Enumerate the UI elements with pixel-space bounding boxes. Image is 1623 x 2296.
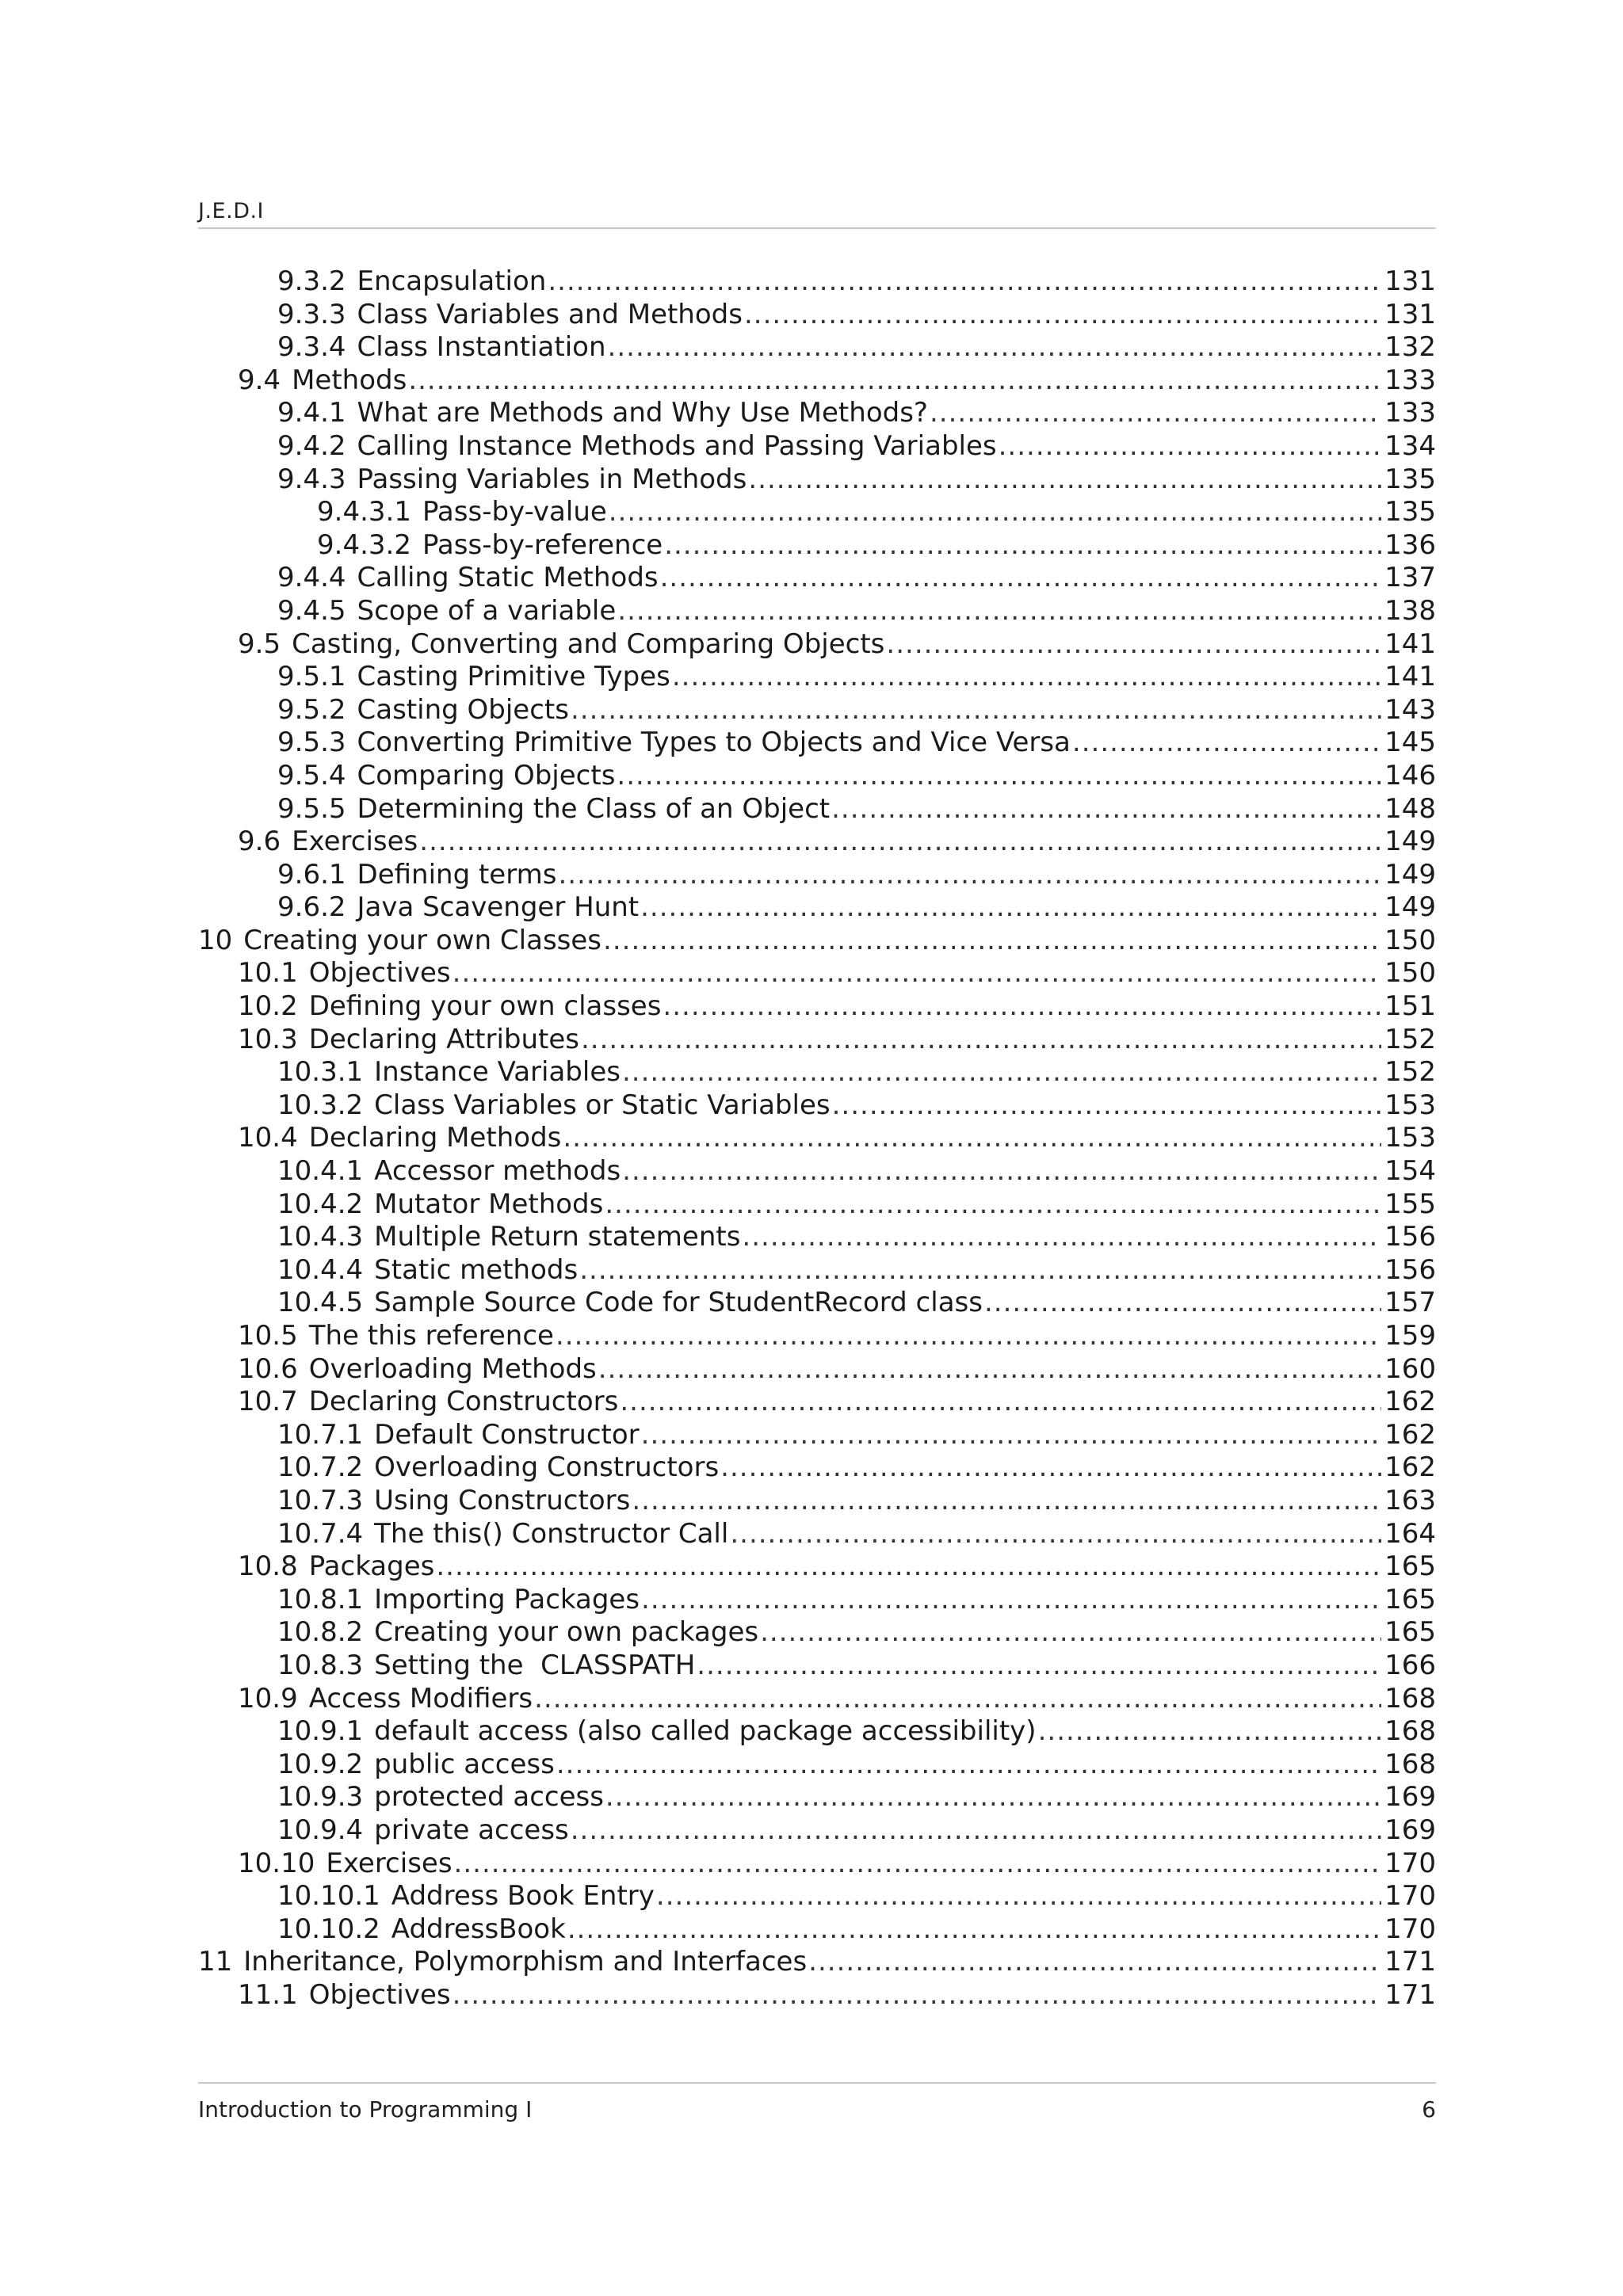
toc-entry-page: 143 [1384, 693, 1436, 726]
toc-entry-number: 10.4.5 [277, 1287, 364, 1319]
toc-entry-page: 137 [1384, 562, 1436, 594]
dot-leader [571, 694, 1381, 727]
toc-entry-title: public access [374, 1748, 555, 1780]
toc-entry[interactable] [198, 1848, 1436, 1881]
dot-leader [617, 595, 1381, 628]
toc-entry-title: Class Variables or Static Variables [374, 1089, 831, 1121]
toc-entry-number: 10.6 [238, 1352, 298, 1385]
toc-entry[interactable] [198, 496, 1436, 529]
toc-entry-page: 165 [1384, 1583, 1436, 1615]
toc-entry-title: Declaring Constructors [308, 1386, 619, 1418]
toc-entry-title: The this() Constructor Call [374, 1517, 729, 1550]
toc-entry-number: 10.9.2 [277, 1748, 364, 1780]
toc-entry-page: 149 [1384, 826, 1436, 858]
toc-entry-page: 164 [1384, 1517, 1436, 1550]
toc-entry-title: Declaring Attributes [308, 1023, 579, 1055]
toc-entry[interactable] [198, 826, 1436, 859]
toc-entry-page: 169 [1384, 1781, 1436, 1814]
toc-entry-number: 10.9.3 [277, 1781, 364, 1814]
toc-entry-title: Converting Primitive Types to Objects and Vice Versa [357, 727, 1071, 759]
toc-entry-page: 150 [1384, 924, 1436, 956]
toc-entry-number: 10.3.1 [277, 1056, 364, 1089]
toc-entry-number: 10.7.2 [277, 1451, 364, 1484]
dot-leader [436, 1550, 1381, 1584]
toc-entry-page: 153 [1384, 1089, 1436, 1121]
toc-entry[interactable] [198, 661, 1436, 694]
toc-entry-number: 9.6.1 [277, 858, 346, 891]
toc-entry-title: default access (also called package accessibility) [374, 1715, 1037, 1748]
dot-leader [660, 562, 1381, 595]
toc-entry-page: 155 [1384, 1188, 1436, 1220]
toc-entry[interactable] [198, 1485, 1436, 1518]
toc-entry-page: 168 [1384, 1748, 1436, 1780]
toc-entry[interactable] [198, 1188, 1436, 1222]
dot-leader [605, 1188, 1381, 1222]
toc-entry[interactable] [198, 1518, 1436, 1551]
dot-leader [697, 1650, 1381, 1683]
dot-leader [571, 1814, 1381, 1848]
toc-entry-title: Exercises [326, 1847, 453, 1879]
toc-entry[interactable] [198, 1584, 1436, 1617]
dot-leader [748, 463, 1381, 497]
toc-entry[interactable] [198, 463, 1436, 497]
toc-entry-number: 10.7.3 [277, 1484, 364, 1516]
toc-entry[interactable] [198, 397, 1436, 430]
toc-entry-number: 9.6.2 [277, 891, 346, 924]
toc-entry-title: Encapsulation [357, 265, 547, 297]
toc-entry-title: Packages [308, 1550, 435, 1583]
toc-entry-title: Calling Instance Methods and Passing Variables [357, 429, 997, 462]
toc-entry-number: 10.3.2 [277, 1089, 364, 1121]
dot-leader [548, 265, 1381, 299]
toc-entry-page: 165 [1384, 1550, 1436, 1583]
dot-leader [419, 826, 1381, 859]
toc-entry-page: 163 [1384, 1484, 1436, 1516]
dot-leader [603, 925, 1381, 958]
toc-entry-title: Exercises [292, 826, 418, 858]
dot-leader [656, 1880, 1381, 1913]
toc-entry-title: Multiple Return statements [374, 1221, 741, 1253]
toc-entry[interactable] [198, 925, 1436, 958]
toc-entry-page: 168 [1384, 1715, 1436, 1748]
toc-entry-number: 10.4.2 [277, 1188, 364, 1220]
toc-entry[interactable] [198, 957, 1436, 990]
toc-entry-page: 170 [1384, 1913, 1436, 1945]
toc-entry[interactable] [198, 1287, 1436, 1320]
toc-entry-title: Address Book Entry [391, 1880, 655, 1913]
toc-entry[interactable] [198, 1715, 1436, 1749]
toc-entry[interactable] [198, 265, 1436, 299]
toc-entry-number: 10.4.1 [277, 1155, 364, 1188]
toc-entry-number: 9.5.3 [277, 727, 346, 759]
toc-entry[interactable] [198, 1451, 1436, 1485]
toc-entry-page: 141 [1384, 661, 1436, 693]
toc-entry-title: Pass-by-reference [422, 528, 663, 561]
toc-entry-number: 10.5 [238, 1320, 298, 1352]
toc-entry-title: Overloading Constructors [374, 1451, 720, 1484]
toc-entry-title: Java Scavenger Hunt [357, 891, 640, 924]
toc-entry[interactable] [198, 1089, 1436, 1123]
table-of-contents [198, 265, 1436, 2012]
toc-entry-title: Setting the CLASSPATH [374, 1649, 696, 1681]
dot-leader [664, 529, 1381, 563]
toc-entry-page: 136 [1384, 528, 1436, 561]
toc-entry-title: Instance Variables [374, 1056, 621, 1089]
toc-entry[interactable] [198, 1683, 1436, 1716]
toc-entry-page: 132 [1384, 331, 1436, 364]
toc-entry-title: The this reference [308, 1320, 554, 1352]
toc-entry-title: Defining terms [357, 858, 557, 891]
toc-entry-number: 9.4.1 [277, 397, 346, 429]
footer-page-number: 6 [1422, 2096, 1436, 2122]
toc-entry-page: 153 [1384, 1122, 1436, 1154]
toc-entry-number: 9.5.1 [277, 661, 346, 693]
toc-entry-number: 10.8.2 [277, 1616, 364, 1649]
toc-entry-page: 133 [1384, 364, 1436, 396]
toc-entry-number: 10.1 [238, 957, 298, 990]
toc-entry-number: 10.10.2 [277, 1913, 380, 1945]
toc-entry-number: 9.4.4 [277, 562, 346, 594]
toc-entry-number: 10.7.1 [277, 1418, 364, 1451]
toc-entry[interactable] [198, 1024, 1436, 1057]
dot-leader [617, 760, 1381, 793]
toc-entry[interactable] [198, 891, 1436, 925]
toc-entry-title: Passing Variables in Methods [357, 463, 747, 495]
toc-entry[interactable] [198, 859, 1436, 892]
toc-entry-number: 9.5 [238, 627, 281, 660]
toc-entry[interactable] [198, 727, 1436, 760]
toc-entry-number: 9.4.3.2 [317, 528, 411, 561]
toc-entry[interactable] [198, 1880, 1436, 1913]
dot-leader [453, 957, 1381, 990]
toc-entry[interactable] [198, 331, 1436, 364]
toc-entry-title: Importing Packages [374, 1583, 640, 1615]
dot-leader [579, 1254, 1381, 1287]
toc-entry-page: 157 [1384, 1287, 1436, 1319]
dot-leader [720, 1451, 1381, 1485]
toc-entry-page: 171 [1384, 1978, 1436, 2011]
dot-leader [744, 299, 1381, 332]
toc-entry[interactable] [198, 1386, 1436, 1419]
toc-entry-page: 156 [1384, 1221, 1436, 1253]
toc-entry-number: 10.4.3 [277, 1221, 364, 1253]
toc-entry-number: 9.3.3 [277, 298, 346, 330]
toc-entry-number: 10.8.1 [277, 1583, 364, 1615]
toc-entry-title: Mutator Methods [374, 1188, 604, 1220]
toc-entry-title: Inheritance, Polymorphism and Interfaces [243, 1946, 808, 1978]
toc-entry-number: 10.8 [238, 1550, 298, 1583]
toc-entry-number: 9.5.2 [277, 693, 346, 726]
dot-leader [453, 1979, 1381, 2012]
toc-entry-title: Defining your own classes [308, 990, 662, 1023]
dot-leader [622, 1056, 1381, 1089]
toc-entry[interactable] [198, 364, 1436, 398]
toc-entry-page: 152 [1384, 1023, 1436, 1055]
toc-entry-title: Scope of a variable [357, 594, 617, 627]
toc-entry-title: Pass-by-value [422, 496, 607, 528]
toc-entry[interactable] [198, 1550, 1436, 1584]
toc-entry-number: 10.9.4 [277, 1814, 364, 1846]
toc-entry-title: Methods [292, 364, 407, 396]
toc-entry-title: Objectives [308, 1978, 451, 2011]
dot-leader [1072, 727, 1381, 760]
dot-leader [831, 793, 1381, 826]
toc-entry-page: 150 [1384, 957, 1436, 990]
toc-entry-number: 9.4.5 [277, 594, 346, 627]
page-footer [198, 2082, 1436, 2131]
toc-entry-page: 131 [1384, 298, 1436, 330]
toc-entry-page: 151 [1384, 990, 1436, 1023]
toc-entry-number: 10 [198, 924, 233, 956]
toc-entry-page: 162 [1384, 1386, 1436, 1418]
dot-leader [808, 1946, 1381, 1979]
dot-leader [556, 1320, 1381, 1353]
toc-entry-number: 9.3.4 [277, 331, 346, 364]
toc-entry-number: 9.3.2 [277, 265, 346, 297]
dot-leader [620, 1386, 1381, 1419]
toc-entry[interactable] [198, 1814, 1436, 1848]
toc-entry-number: 10.7 [238, 1386, 298, 1418]
toc-entry-page: 162 [1384, 1451, 1436, 1484]
toc-entry-page: 159 [1384, 1320, 1436, 1352]
toc-entry[interactable] [198, 1781, 1436, 1814]
toc-entry-title: protected access [374, 1781, 604, 1814]
toc-entry-number: 11 [198, 1946, 233, 1978]
toc-entry-title: Creating your own packages [374, 1616, 759, 1649]
toc-entry-page: 135 [1384, 496, 1436, 528]
dot-leader [408, 364, 1381, 398]
toc-entry[interactable] [198, 1913, 1436, 1947]
toc-entry-title: Casting Objects [357, 693, 569, 726]
toc-entry-title: Access Modifiers [308, 1682, 533, 1714]
dot-leader [641, 1419, 1381, 1452]
toc-entry-number: 10.9.1 [277, 1715, 364, 1748]
toc-entry-number: 10.9 [238, 1682, 298, 1714]
toc-entry-title: Class Instantiation [357, 331, 606, 364]
header-title: J.E.D.I [198, 199, 265, 223]
toc-entry[interactable] [198, 1254, 1436, 1287]
toc-entry[interactable] [198, 1979, 1436, 2012]
footer-title: Introduction to Programming I [198, 2096, 533, 2122]
toc-entry-number: 9.6 [238, 826, 281, 858]
dot-leader [742, 1221, 1381, 1254]
dot-leader [598, 1353, 1381, 1386]
toc-entry-page: 131 [1384, 265, 1436, 297]
toc-entry[interactable] [198, 1749, 1436, 1782]
dot-leader [632, 1485, 1381, 1518]
toc-entry-page: 135 [1384, 463, 1436, 495]
toc-entry-number: 9.4.2 [277, 429, 346, 462]
toc-entry-title: Determining the Class of an Object [357, 792, 831, 825]
dot-leader [1038, 1715, 1382, 1749]
dot-leader [886, 628, 1381, 662]
toc-entry-number: 11.1 [238, 1978, 298, 2011]
toc-entry-title: Overloading Methods [308, 1352, 597, 1385]
toc-entry-title: Static methods [374, 1253, 579, 1286]
toc-entry-number: 9.5.5 [277, 792, 346, 825]
toc-entry[interactable] [198, 1122, 1436, 1155]
dot-leader [558, 859, 1381, 892]
toc-entry-title: Casting, Converting and Comparing Objects [292, 627, 885, 660]
toc-entry-title: Calling Static Methods [357, 562, 659, 594]
toc-entry-page: 138 [1384, 594, 1436, 627]
toc-entry[interactable] [198, 1616, 1436, 1650]
toc-entry-number: 10.10 [238, 1847, 315, 1879]
toc-entry-number: 9.4.3.1 [317, 496, 411, 528]
toc-entry[interactable] [198, 1320, 1436, 1353]
toc-entry[interactable] [198, 628, 1436, 662]
toc-entry-title: Sample Source Code for StudentRecord class [374, 1287, 983, 1319]
toc-entry-title: private access [374, 1814, 569, 1846]
toc-entry-title: AddressBook [391, 1913, 566, 1945]
toc-entry[interactable] [198, 1650, 1436, 1683]
dot-leader [832, 1089, 1382, 1123]
toc-entry[interactable] [198, 1221, 1436, 1254]
dot-leader [760, 1616, 1381, 1650]
toc-entry-number: 10.4.4 [277, 1253, 364, 1286]
toc-entry-number: 9.5.4 [277, 759, 346, 791]
toc-entry-page: 145 [1384, 727, 1436, 759]
toc-entry-page: 170 [1384, 1880, 1436, 1913]
toc-entry-page: 160 [1384, 1352, 1436, 1385]
toc-entry-page: 134 [1384, 429, 1436, 462]
dot-leader [999, 430, 1381, 463]
toc-entry-page: 168 [1384, 1682, 1436, 1714]
dot-leader [556, 1749, 1381, 1782]
toc-entry-number: 10.2 [238, 990, 298, 1023]
toc-entry[interactable] [198, 1155, 1436, 1188]
dot-leader [730, 1518, 1381, 1551]
toc-entry[interactable] [198, 760, 1436, 793]
dot-leader [663, 990, 1381, 1024]
toc-entry-page: 152 [1384, 1056, 1436, 1089]
toc-entry-title: Accessor methods [374, 1155, 621, 1188]
toc-entry-title: What are Methods and Why Use Methods? [357, 397, 928, 429]
toc-entry-page: 166 [1384, 1649, 1436, 1681]
toc-entry-page: 133 [1384, 397, 1436, 429]
dot-leader [605, 1781, 1381, 1814]
toc-entry[interactable] [198, 990, 1436, 1024]
toc-entry-title: Objectives [308, 957, 451, 990]
toc-entry-page: 170 [1384, 1847, 1436, 1879]
toc-entry-page: 165 [1384, 1616, 1436, 1649]
toc-entry-title: Creating your own Classes [243, 924, 602, 956]
toc-entry[interactable] [198, 595, 1436, 628]
toc-entry[interactable] [198, 1419, 1436, 1452]
toc-entry[interactable] [198, 430, 1436, 463]
dot-leader [984, 1287, 1381, 1320]
toc-entry-number: 10.4 [238, 1122, 298, 1154]
dot-leader [609, 496, 1381, 529]
page-header [198, 196, 1436, 229]
toc-entry[interactable] [198, 1353, 1436, 1386]
toc-entry[interactable] [198, 529, 1436, 563]
toc-entry-page: 148 [1384, 792, 1436, 825]
toc-entry-title: Comparing Objects [357, 759, 616, 791]
toc-entry[interactable] [198, 1056, 1436, 1089]
toc-entry-number: 10.3 [238, 1023, 298, 1055]
dot-leader [930, 397, 1381, 430]
toc-entry-page: 156 [1384, 1253, 1436, 1286]
toc-entry-page: 154 [1384, 1155, 1436, 1188]
toc-entry[interactable] [198, 299, 1436, 332]
toc-entry-page: 141 [1384, 627, 1436, 660]
toc-entry[interactable] [198, 793, 1436, 826]
toc-entry-page: 171 [1384, 1946, 1436, 1978]
toc-entry-page: 169 [1384, 1814, 1436, 1846]
toc-entry[interactable] [198, 1946, 1436, 1979]
toc-entry-page: 149 [1384, 891, 1436, 924]
toc-entry-title: Declaring Methods [308, 1122, 562, 1154]
toc-entry[interactable] [198, 694, 1436, 727]
toc-entry[interactable] [198, 562, 1436, 595]
toc-entry-number: 10.10.1 [277, 1880, 380, 1913]
toc-entry-page: 162 [1384, 1418, 1436, 1451]
toc-entry-page: 149 [1384, 858, 1436, 891]
dot-leader [454, 1848, 1382, 1881]
toc-entry-number: 9.4 [238, 364, 281, 396]
dot-leader [567, 1913, 1381, 1947]
toc-entry-title: Default Constructor [374, 1418, 640, 1451]
dot-leader [640, 891, 1381, 925]
toc-entry-number: 9.4.3 [277, 463, 346, 495]
toc-entry-title: Casting Primitive Types [357, 661, 670, 693]
toc-entry-title: Using Constructors [374, 1484, 631, 1516]
toc-entry-number: 10.7.4 [277, 1517, 364, 1550]
toc-entry-page: 146 [1384, 759, 1436, 791]
dot-leader [608, 331, 1382, 364]
dot-leader [641, 1584, 1381, 1617]
toc-entry-number: 10.8.3 [277, 1649, 364, 1681]
toc-entry-title: Class Variables and Methods [357, 298, 743, 330]
dot-leader [534, 1683, 1381, 1716]
dot-leader [581, 1024, 1381, 1057]
dot-leader [622, 1155, 1381, 1188]
dot-leader [563, 1122, 1381, 1155]
dot-leader [672, 661, 1381, 694]
